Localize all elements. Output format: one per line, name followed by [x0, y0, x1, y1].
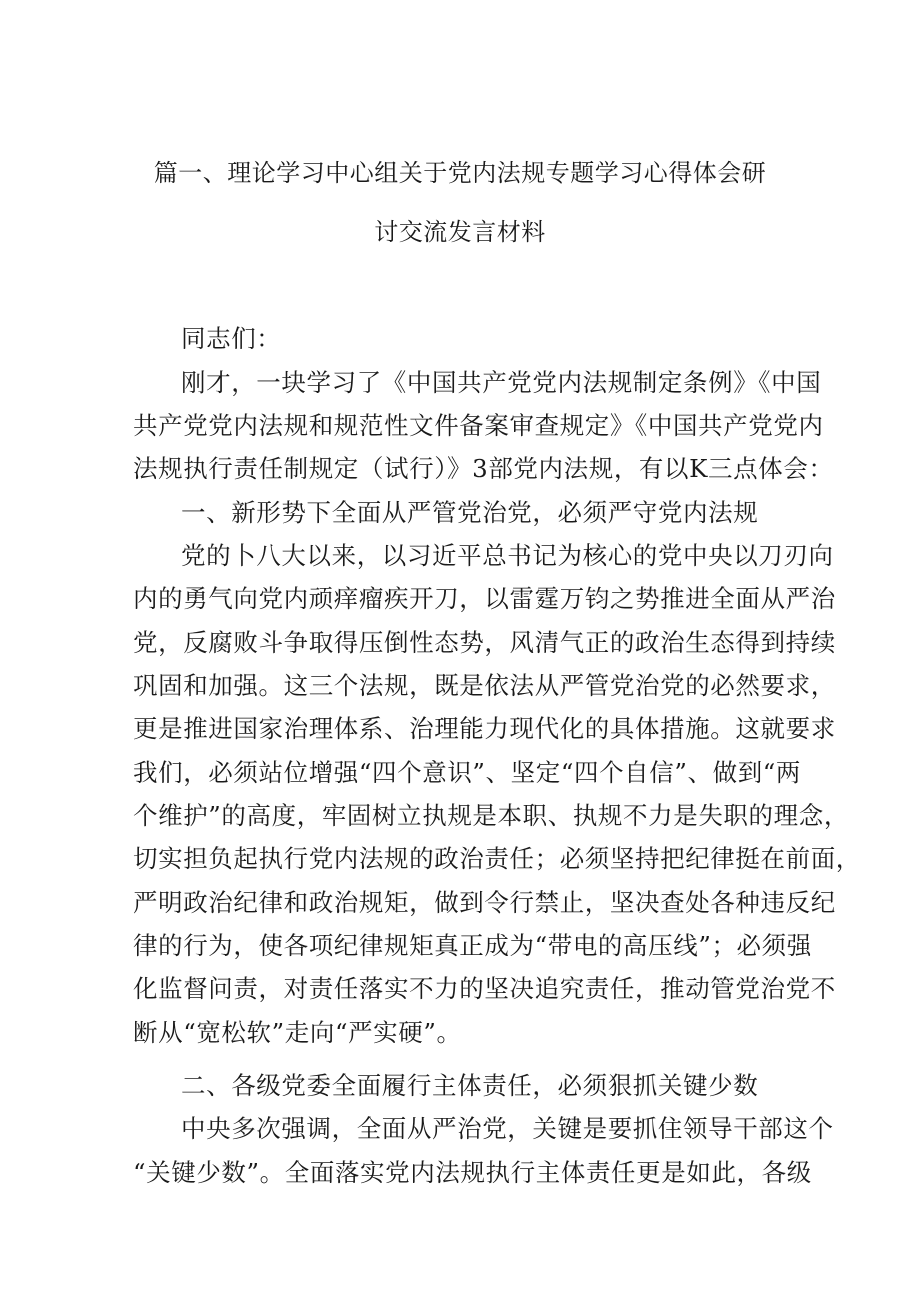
paragraph-line: 更是推进国家治理体系、治理能力现代化的具体措施。这就要求 [133, 714, 836, 743]
paragraph-line: 化监督问责，对责任落实不力的坚决追究责任，推动管党治党不 [133, 974, 836, 1003]
paragraph-line: 巩固和加强。这三个法规，既是依法从严管党治党的必然要求， [133, 671, 836, 700]
paragraph-line: “关键少数”。全面落实党内法规执行主体责任更是如此，各级 [133, 1158, 812, 1187]
paragraph-line: 中央多次强调，全面从严治党，关键是要抓住领导干部这个 [181, 1114, 834, 1143]
paragraph-line: 切实担负起执行党内法规的政治责任；必须坚持把纪律挺在前面， [133, 844, 861, 873]
paragraph-line: 个维护”的高度，牢固树立执规是本职、执规不力是失职的理念， [133, 801, 849, 830]
document-title-line-2: 讨交流发言材料 [374, 218, 546, 246]
paragraph-line: 法规执行责任制规定（试行）》3部党内法规，有以K三点体会： [133, 454, 834, 483]
paragraph-line: 律的行为，使各项纪律规矩真正成为“带电的高压线”；必须强 [133, 931, 812, 960]
salutation: 同志们： [181, 324, 282, 353]
paragraph-line: 刚才，一块学习了《中国共产党党内法规制定条例》《中国 [181, 368, 822, 397]
paragraph-line: 我们，必须站位增强“四个意识”、坚定“四个自信”、做到“两 [133, 758, 802, 787]
paragraph-line: 党的卜八大以来，以习近平总书记为核心的党中央以刀刃向 [181, 541, 834, 570]
paragraph-line: 严明政治纪律和政治规矩，做到令行禁止，坚决查处各种违反纪 [133, 888, 836, 917]
section-heading-1: 一、新形势下全面从严管党治党，必须严守党内法规 [181, 498, 759, 527]
paragraph-line: 共产党党内法规和规范性文件备案审查规定》《中国共产党党内 [133, 411, 824, 440]
paragraph-line: 内的勇气向党内顽痒瘤疾开刀，以雷霆万钧之势推进全面从严治 [133, 584, 836, 613]
section-heading-2: 二、各级党委全面履行主体责任，必须狠抓关键少数 [181, 1071, 759, 1100]
paragraph-line: 断从“宽松软”走向“严实硬”。 [133, 1018, 462, 1047]
paragraph-line: 党，反腐败斗争取得压倒性态势，风清气正的政治生态得到持续 [133, 628, 836, 657]
document-title-line-1: 篇一、理论学习中心组关于党内法规专题学习心得体会研 [153, 159, 767, 187]
